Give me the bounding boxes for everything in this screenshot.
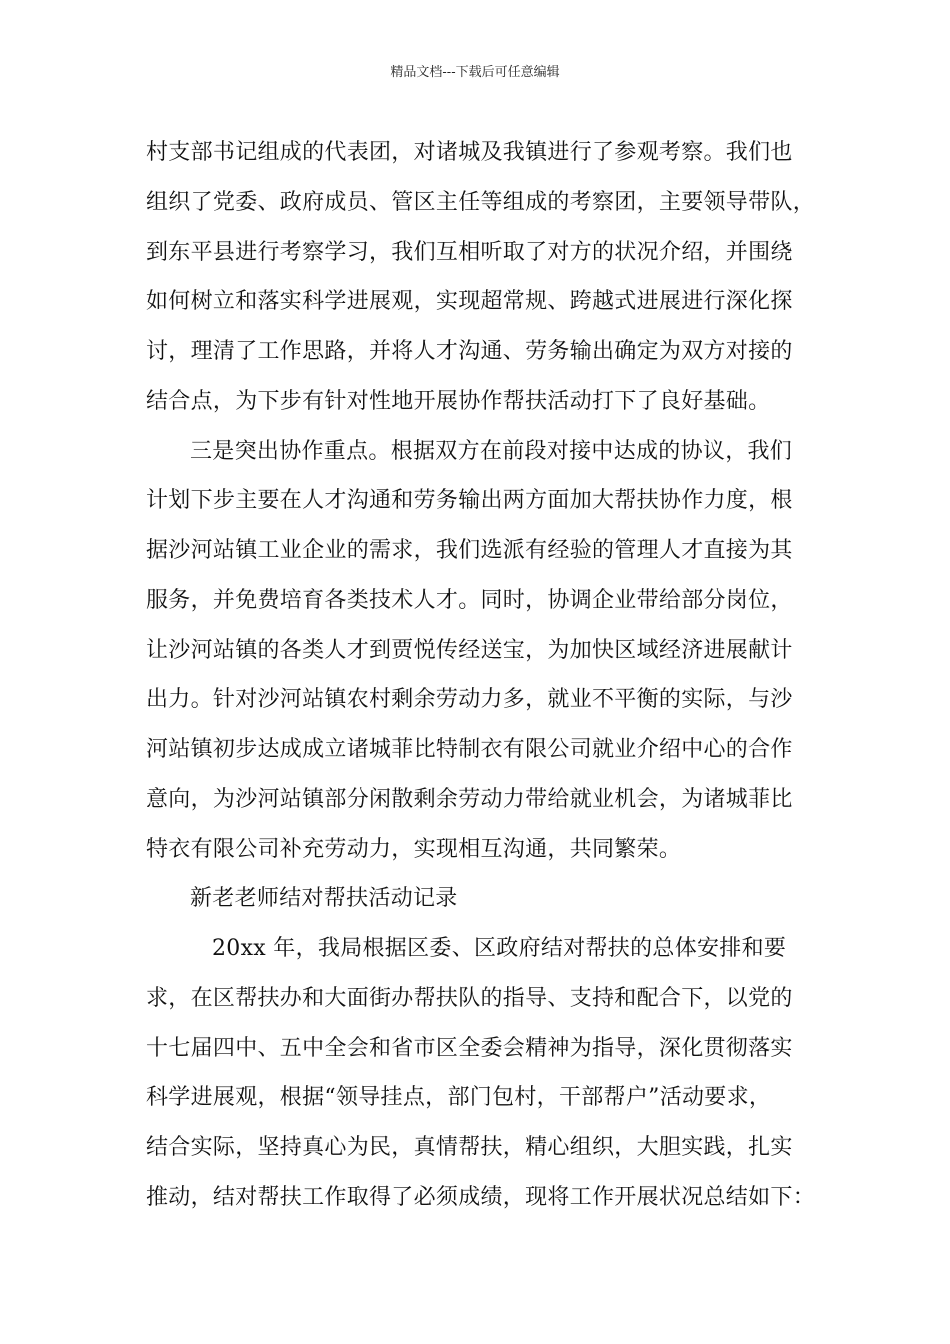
text-line: 服务，并免费培育各类技术人才。同时，协调企业带给部分岗位， [146,587,793,613]
text-line: 三是突出协作重点。根据双方在前段对接中达成的协议，我们 [190,438,793,464]
text-line: 20xx 年，我局根据区委、区政府结对帮扶的总体安排和要 [212,936,787,961]
text-line: 科学进展观，根据“领导挂点，部门包村，干部帮户”活动要求， [146,1085,772,1111]
text-line: 讨，理清了工作思路，并将人才沟通、劳务输出确定为双方对接的 [146,339,793,364]
text-line: 据沙河站镇工业企业的需求，我们选派有经验的管理人才直接为其 [146,538,793,563]
section-heading: 新老老师结对帮扶活动记录 [190,886,458,912]
text-line: 到东平县进行考察学习，我们互相听取了对方的状况介绍，并围绕 [146,239,793,265]
text-line: 出力。针对沙河站镇农村剩余劳动力多，就业不平衡的实际，与沙 [146,687,793,713]
text-line: 组织了党委、政府成员、管区主任等组成的考察团，主要领导带队， [146,189,816,215]
text-line: 十七届四中、五中全会和省市区全委会精神为指导，深化贯彻落实 [146,1035,793,1061]
text-line: 结合点，为下步有针对性地开展协作帮扶活动打下了良好基础。 [146,388,771,414]
text-line: 计划下步主要在人才沟通和劳务输出两方面加大帮扶协作力度，根 [146,488,793,514]
text-line: 求，在区帮扶办和大面街办帮扶队的指导、支持和配合下，以党的 [146,985,793,1011]
text-line: 让沙河站镇的各类人才到贾悦传经送宝，为加快区域经济进展献计 [146,637,793,663]
text-line: 意向，为沙河站镇部分闲散剩余劳动力带给就业机会，为诸城菲比 [146,786,793,812]
text-line: 如何树立和落实科学进展观，实现超常规、跨越式进展进行深化探 [146,289,793,315]
text-line: 河站镇初步达成成立诸城菲比特制衣有限公司就业介绍中心的合作 [146,737,793,762]
text-line: 特衣有限公司补充劳动力，实现相互沟通，共同繁荣。 [146,836,682,862]
text-line: 推动，结对帮扶工作取得了必须成绩，现将工作开展状况总结如下： [146,1184,816,1210]
text-line: 村支部书记组成的代表团，对诸城及我镇进行了参观考察。我们也 [146,140,793,165]
page-header: 精品文档---下载后可任意编辑 [390,65,560,80]
document-body [146,128,826,1223]
text-line: 结合实际，坚持真心为民，真情帮扶，精心组织，大胆实践，扎实 [146,1135,793,1160]
